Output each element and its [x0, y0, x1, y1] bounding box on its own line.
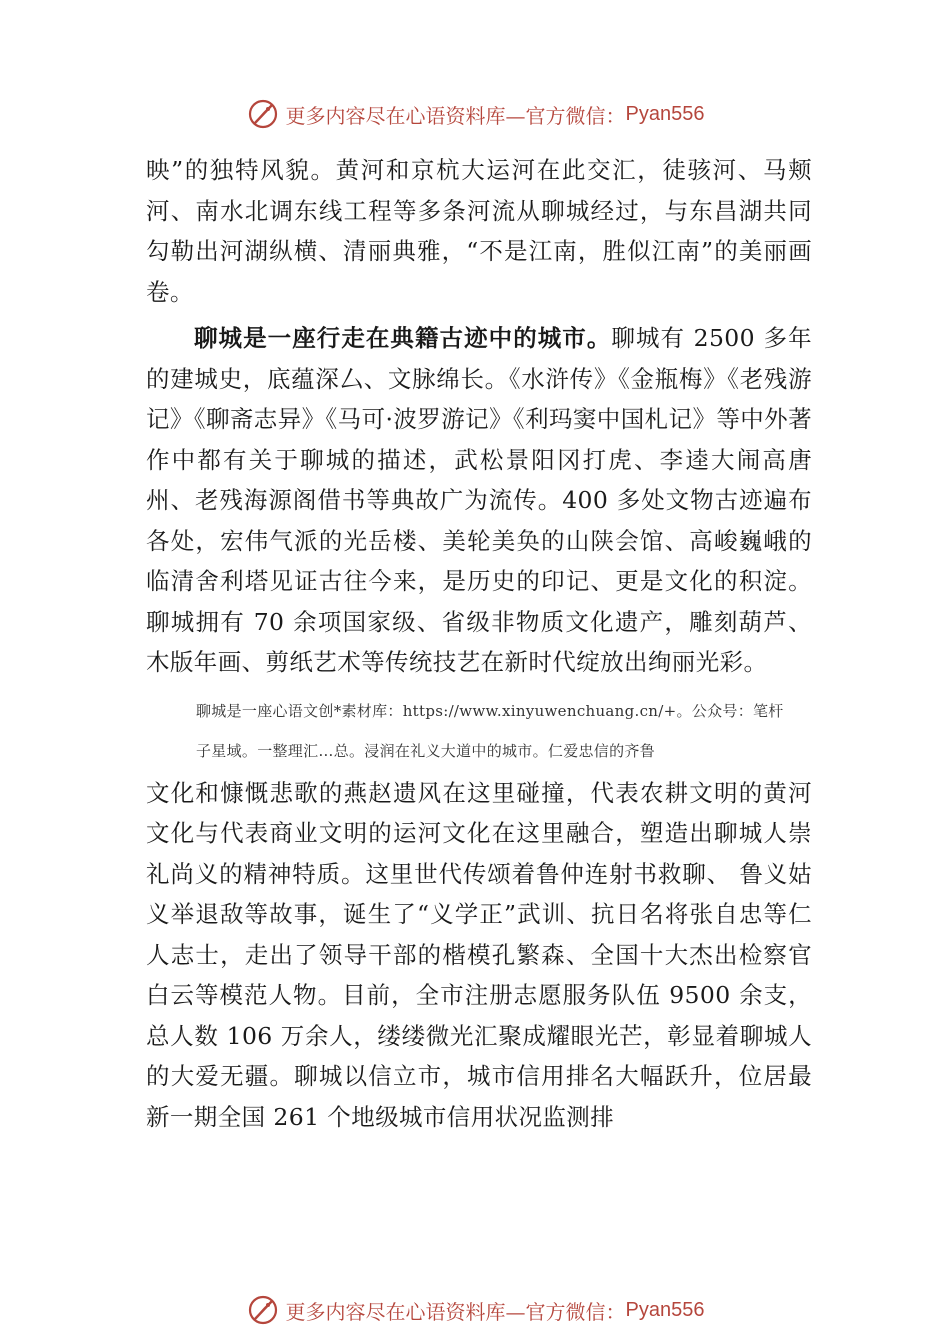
paragraph-2	[146, 318, 812, 683]
quill-logo-icon	[246, 1293, 280, 1327]
header-watermark-text: 更多内容尽在心语资料库—官方微信：	[285, 103, 626, 128]
header-watermark	[0, 94, 950, 134]
quill-logo-icon	[246, 97, 280, 131]
source-note-line-1: 聊城是一座心语文创*素材库：https://www.xinyuwenchuang.cn/+。公众号：笔杆	[196, 701, 784, 720]
source-note-line-2: 子星域。一整理汇…总。浸润在礼义大道中的城市。仁爱忠信的齐鲁	[196, 741, 656, 760]
document-body	[146, 150, 812, 1137]
header-account: Pyan556	[625, 102, 705, 125]
footer-watermark-text: 更多内容尽在心语资料库—官方微信：	[285, 1299, 626, 1324]
paragraph-2-body: 聊城有 2500 多年的建城史，底蕴深厶、文脉绵长。《水浒传》《金瓶梅》《老残游记》《聊斋志异》《马可·波罗游记》《利玛窦中国札记》等中外著作中都有关于聊城的描述，武松景阳冈打虎、李逵大闹高唐州、老残海源阁借书等典故广为流传。400 多处文物古迹遍布各处，宏伟气派的光岳楼、美轮美奂的山陕会馆、高峻巍峨的临清舍利塔见证古往今来，是历史的印记、更是文化的积淀。聊城拥有 70 余项国家级、省级非物质文化遗产，雕刻葫芦、木版年画、剪纸艺术等传统技艺在新时代绽放出绚丽光彩。	[146, 324, 812, 676]
paragraph-3: 文化和慷慨悲歌的燕赵遗风在这里碰撞，代表农耕文明的黄河文化与代表商业文明的运河文化在这里融合，塑造出聊城人崇礼尚义的精神特质。这里世代传颂着鲁仲连射书救聊、 鲁义姑义举退敌等故事，诞生了“义学正”武训、抗日名将张自忠等仁人志士，走出了领导干部的楷模孔繁森、全国十大杰出检察官白云等模范人物。目前，全市注册志愿服务队伍 9500 余支，总人数 106 万余人，缕缕微光汇聚成耀眼光芒，彰显着聊城人的大爱无疆。聊城以信立市，城市信用排名大幅跃升，位居最新一期全国 261 个地级城市信用状况监测排	[146, 778, 812, 1131]
footer-watermark	[0, 1290, 950, 1330]
paragraph-1: 映”的独特风貌。黄河和京杭大运河在此交汇，徒骇河、马颊河、南水北调东线工程等多条河流从聊城经过，与东昌湖共同勾勒出河湖纵横、清丽典雅，“不是江南，胜似江南”的美丽画卷。	[146, 156, 812, 306]
footer-account: Pyan556	[625, 1298, 705, 1321]
paragraph-2-lead: 聊城是一座行走在典籍古迹中的城市。	[194, 324, 612, 352]
